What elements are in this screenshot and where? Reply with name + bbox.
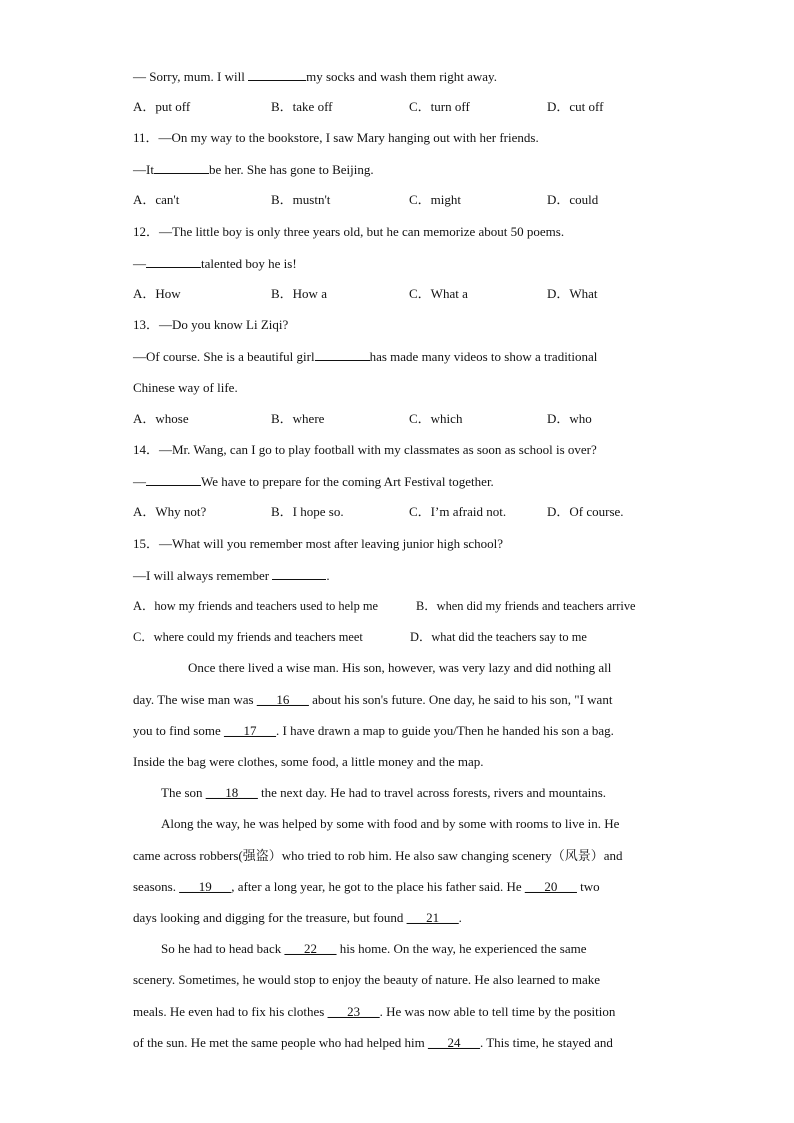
p2-b: the next day. He had to travel across forests, rivers and mountains.: [257, 785, 607, 800]
q11-option-b: B．mustn't: [271, 192, 331, 207]
q13-blank: [315, 348, 370, 361]
q10-option-c: C．turn off: [409, 99, 470, 114]
p1-l3-a: you to find some: [133, 723, 224, 738]
q12-stem: 12．—The little boy is only three years old, but he can memorize about 50 poems.: [133, 224, 565, 239]
q10-blank: [248, 68, 306, 81]
q13-stem: 13．—Do you know Li Ziqi?: [133, 317, 289, 332]
q12-option-c: C．What a: [409, 286, 468, 301]
p1-l2-a: day. The wise man was: [133, 692, 257, 707]
passage-p3-line2: came across robbers(强盗）who tried to rob him. He also saw changing scenery（风景）and: [133, 848, 623, 863]
q11-reply-b: be her. She has gone to Beijing.: [208, 162, 374, 177]
p4-l4-b: . This time, he stayed and: [479, 1035, 613, 1050]
q13-reply: [133, 348, 597, 365]
q11-stem: 11．—On my way to the bookstore, I saw Mary hanging out with her friends.: [133, 130, 539, 145]
blank-20: ___20___: [524, 879, 577, 894]
q15-option-a: A．how my friends and teachers used to help me: [133, 599, 378, 613]
p4-l1-b: his home. On the way, he experienced the same: [336, 941, 587, 956]
q12-reply-a: —: [133, 256, 146, 271]
q13-reply-a: —Of course. She is a beautiful girl: [133, 349, 315, 364]
q10-option-a: A．put off: [133, 99, 191, 114]
q14-reply: [133, 473, 494, 490]
q12-option-b: B．How a: [271, 286, 327, 301]
q14-option-a: A．Why not?: [133, 504, 207, 519]
q12-option-a: A．How: [133, 286, 181, 301]
q14-stem: 14．—Mr. Wang, can I go to play football with my classmates as soon as school is over?: [133, 442, 597, 457]
q13-option-c: C．which: [409, 411, 463, 426]
q14-reply-a: —: [133, 474, 146, 489]
q15-option-d: D．what did the teachers say to me: [410, 630, 587, 644]
q13-option-d: D．who: [547, 411, 592, 426]
q13-reply-cont: Chinese way of life.: [133, 380, 238, 395]
blank-22: ___22___: [284, 941, 337, 956]
q12-blank: [146, 255, 201, 268]
q13-option-b: B．where: [271, 411, 325, 426]
q10-stem-text-a: — Sorry, mum. I will: [133, 69, 249, 84]
passage-p4-line4: [133, 1035, 613, 1051]
q11-reply-a: —It: [133, 162, 154, 177]
p4-l4-a: of the sun. He met the same people who had helped him: [133, 1035, 428, 1050]
p4-l3-a: meals. He even had to fix his clothes: [133, 1004, 328, 1019]
blank-18: ___18___: [205, 785, 258, 800]
p1-l2-b: about his son's future. One day, he said to his son, "I want: [308, 692, 613, 707]
q11-reply: [133, 161, 374, 178]
q14-reply-b: We have to prepare for the coming Art Festival together.: [201, 474, 494, 489]
q13-option-a: A．whose: [133, 411, 189, 426]
q10-option-d: D．cut off: [547, 99, 604, 114]
blank-23: ___23___: [327, 1004, 380, 1019]
q13-reply-b: has made many videos to show a traditional: [369, 349, 598, 364]
passage-p1-line2: [133, 692, 612, 708]
passage-p3-line1: Along the way, he was helped by some with food and by some with rooms to live in. He: [161, 816, 620, 831]
q12-reply-b: talented boy he is!: [201, 256, 297, 271]
q11-option-a: A．can't: [133, 192, 180, 207]
q11-option-d: D．could: [547, 192, 599, 207]
q15-option-b: B．when did my friends and teachers arrive: [416, 599, 636, 613]
q15-blank: [272, 567, 326, 580]
q12-reply: [133, 255, 297, 272]
q11-blank: [154, 161, 209, 174]
blank-24: ___24___: [427, 1035, 480, 1050]
p3-l3-a: seasons.: [133, 879, 180, 894]
blank-17: ___17___: [224, 723, 276, 738]
p2-a: The son: [161, 785, 206, 800]
passage-p4-line1: [161, 941, 587, 957]
passage-p1-line3: [133, 723, 614, 739]
blank-21: ___21___: [406, 910, 459, 925]
q10-stem-text-b: my socks and wash them right away.: [306, 69, 497, 84]
p3-l3-c: two: [576, 879, 600, 894]
p4-l1-a: So he had to head back: [161, 941, 285, 956]
p3-l3-b: , after a long year, he got to the place his father said. He: [231, 879, 525, 894]
blank-19: ___19___: [179, 879, 232, 894]
q15-reply-b: .: [326, 568, 330, 583]
p3-l4-b: .: [458, 910, 462, 925]
passage-p1-line1: Once there lived a wise man. His son, however, was very lazy and did nothing all: [188, 660, 612, 675]
q11-option-c: C．might: [409, 192, 462, 207]
q15-option-c: C．where could my friends and teachers meet: [133, 630, 363, 644]
passage-p3-line4: [133, 910, 462, 926]
blank-16: ___16___: [256, 692, 309, 707]
passage-p1-line4: Inside the bag were clothes, some food, a little money and the map.: [133, 754, 484, 769]
p3-l4-a: days looking and digging for the treasure, but found: [133, 910, 407, 925]
passage-p2-line1: [161, 785, 606, 801]
q14-option-d: D．Of course.: [547, 504, 624, 519]
passage-p4-line2: scenery. Sometimes, he would stop to enjoy the beauty of nature. He also learned to make: [133, 972, 601, 987]
q14-blank: [146, 473, 201, 486]
q15-reply: [133, 567, 330, 584]
q12-option-d: D．What: [547, 286, 598, 301]
q14-option-b: B．I hope so.: [271, 504, 344, 519]
passage-p4-line3: [133, 1004, 615, 1020]
p1-l3-b: . I have drawn a map to guide you/Then he handed his son a bag.: [276, 723, 614, 738]
p4-l3-b: . He was now able to tell time by the position: [379, 1004, 616, 1019]
q15-reply-a: —I will always remember: [133, 568, 273, 583]
passage-p3-line3: [133, 879, 600, 895]
q10-stem: [133, 68, 497, 85]
q10-option-b: B．take off: [271, 99, 333, 114]
q14-option-c: C．I’m afraid not.: [409, 504, 507, 519]
q15-stem: 15．—What will you remember most after leaving junior high school?: [133, 536, 504, 551]
